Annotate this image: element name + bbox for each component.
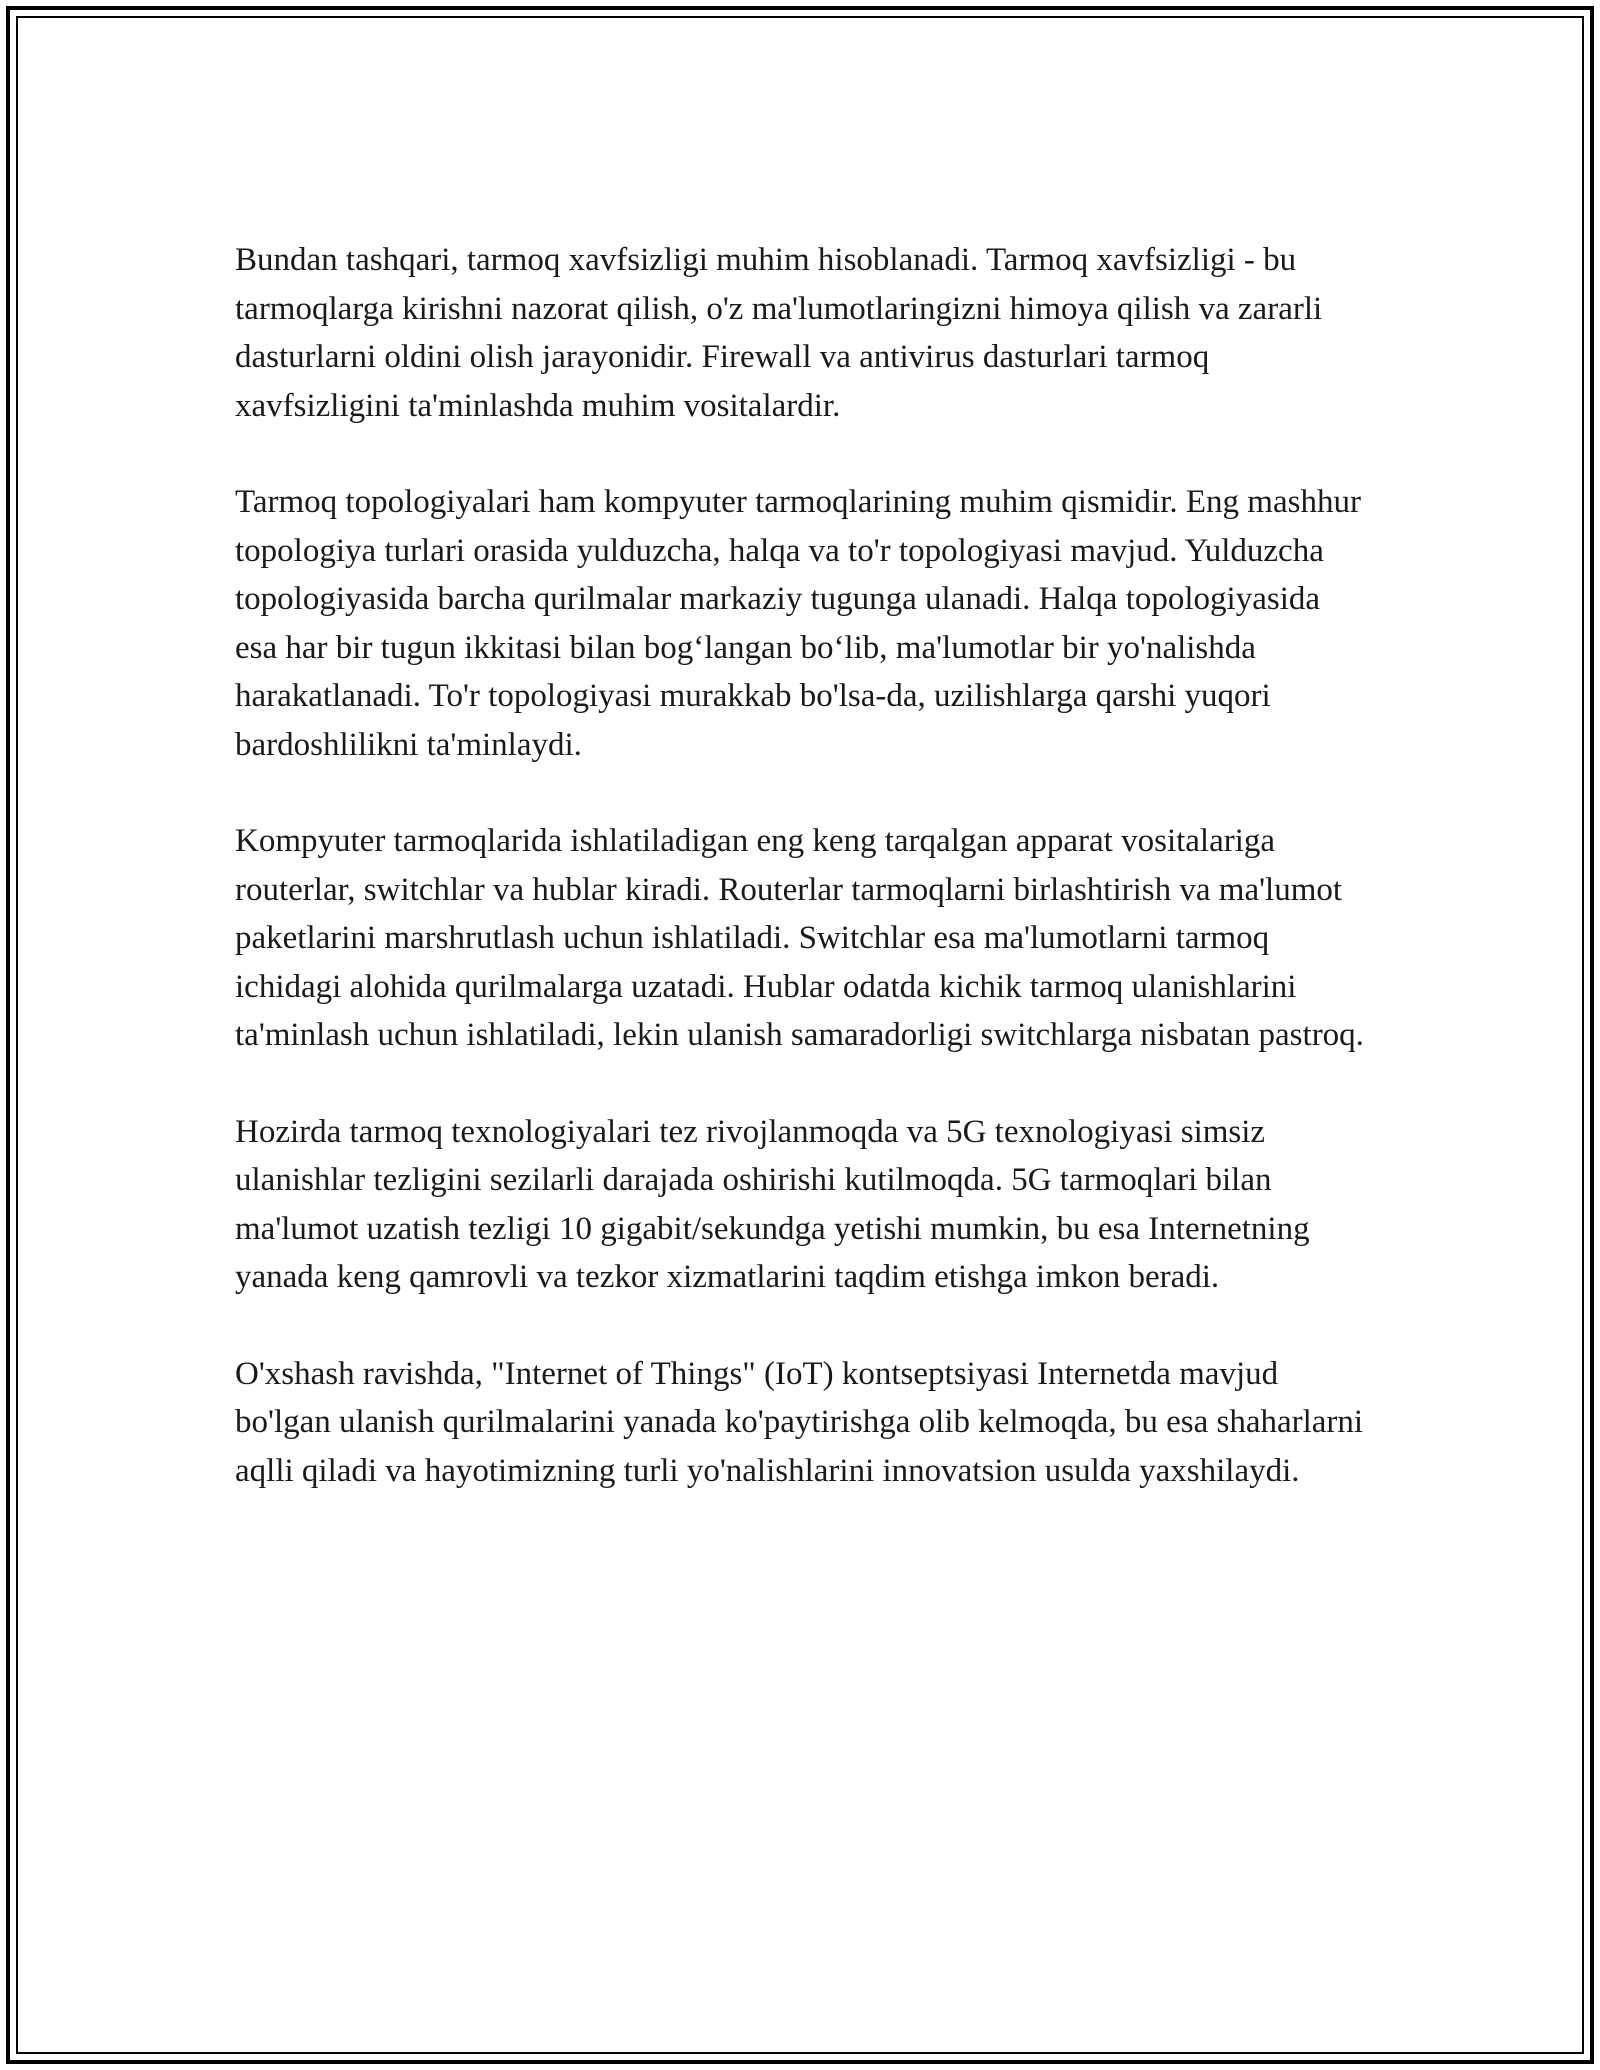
paragraph-internet-of-things: O'xshash ravishda, "Internet of Things" (IoT) kontseptsiyasi Internetda mavjud bo'lgan ulanish qurilmalarini yanada ko'paytirishga olib kelmoqda, bu esa shaharlarni aqlli qiladi va hayotimizning turli yo'nalishlarini innovatsion usulda yaxshilaydi.: [235, 1355, 1364, 1489]
paragraph-5g-technology: Hozirda tarmoq texnologiyalari tez rivojlanmoqda va 5G texnologiyasi simsiz ulanishlar tezligini sezilarli darajada oshirishi kutilmoqda. 5G tarmoqlari bilan ma'lumot uzatish tezligi 10 gigabit/sekundga yetishi mumkin, bu esa Internetning yanada keng qamrovli va tezkor xizmatlarini taqdim etishga imkon beradi.: [235, 1113, 1310, 1295]
document-body: [235, 236, 1365, 1495]
paragraph-network-topologies: Tarmoq topologiyalari ham kompyuter tarmoqlarining muhim qismidir. Eng mashhur topologiya turlari orasida yulduzcha, halqa va to'r topologiyasi mavjud. Yulduzcha topologiyasida barcha qurilmalar markaziy tugunga ulanadi. Halqa topologiyasida esa har bir tugun ikkitasi bilan bog‘langan bo‘lib, ma'lumotlar bir yo'nalishda harakatlanadi. To'r topologiyasi murakkab bo'lsa-da, uzilishlarga qarshi yuqori bardoshlilikni ta'minlaydi.: [235, 484, 1361, 763]
paragraph-network-hardware: Kompyuter tarmoqlarida ishlatiladigan eng keng tarqalgan apparat vositalariga routerlar, switchlar va hublar kiradi. Routerlar tarmoqlarni birlashtirish va ma'lumot paketlarini marshrutlash uchun ishlatiladi. Switchlar esa ma'lumotlarni tarmoq ichidagi alohida qurilmalarga uzatadi. Hublar odatda kichik tarmoq ulanishlarini ta'minlash uchun ishlatiladi, lekin ulanish samaradorligi switchlarga nisbatan pastroq.: [235, 823, 1364, 1053]
paragraph-network-security: Bundan tashqari, tarmoq xavfsizligi muhim hisoblanadi. Tarmoq xavfsizligi - bu tarmoqlarga kirishni nazorat qilish, o'z ma'lumotlaringizni himoya qilish va zararli dasturlarni oldini olish jarayonidir. Firewall va antivirus dasturlari tarmoq xavfsizligini ta'minlashda muhim vositalardir.: [235, 242, 1323, 424]
